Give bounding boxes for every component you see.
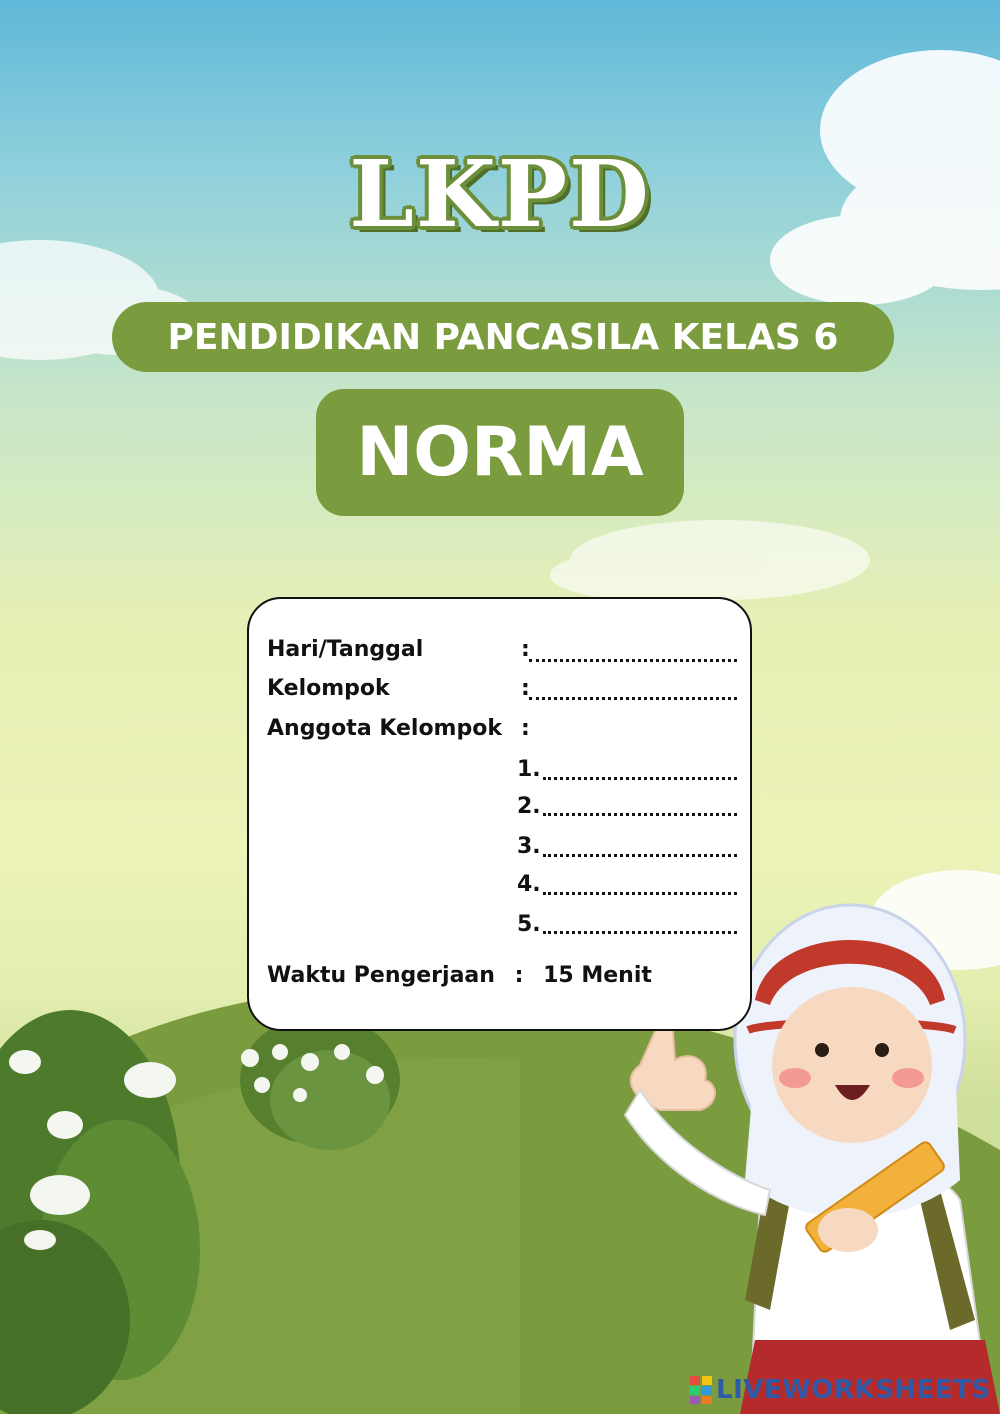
member-number: 4. [517, 872, 541, 897]
time-value: 15 Menit [543, 963, 652, 988]
time-row [267, 963, 652, 988]
date-colon: : [521, 637, 530, 662]
date-field[interactable] [529, 659, 737, 662]
member-number: 5. [517, 912, 541, 937]
member-field[interactable] [543, 854, 737, 857]
watermark-text: LIVEWORKSHEETS [716, 1375, 991, 1405]
member-number: 1. [517, 757, 541, 782]
members-colon: : [521, 716, 530, 741]
group-label: Kelompok [267, 676, 390, 701]
identity-form [247, 597, 752, 1031]
liveworksheets-logo-icon [690, 1376, 712, 1404]
watermark [690, 1374, 991, 1406]
member-number: 2. [517, 794, 541, 819]
member-field[interactable] [543, 813, 737, 816]
topic-banner: NORMA [316, 389, 684, 516]
member-number: 3. [517, 834, 541, 859]
member-field[interactable] [543, 892, 737, 895]
time-label: Waktu Pengerjaan [267, 963, 495, 988]
group-colon: : [521, 676, 530, 701]
date-label: Hari/Tanggal [267, 637, 424, 662]
cloud-icon [550, 520, 870, 600]
member-field[interactable] [543, 777, 737, 780]
member-field[interactable] [543, 931, 737, 934]
page-title: LKPD [349, 140, 651, 248]
group-field[interactable] [529, 697, 737, 700]
members-label: Anggota Kelompok [267, 716, 502, 741]
time-colon: : [514, 963, 524, 988]
subject-banner: PENDIDIKAN PANCASILA KELAS 6 [112, 302, 894, 372]
